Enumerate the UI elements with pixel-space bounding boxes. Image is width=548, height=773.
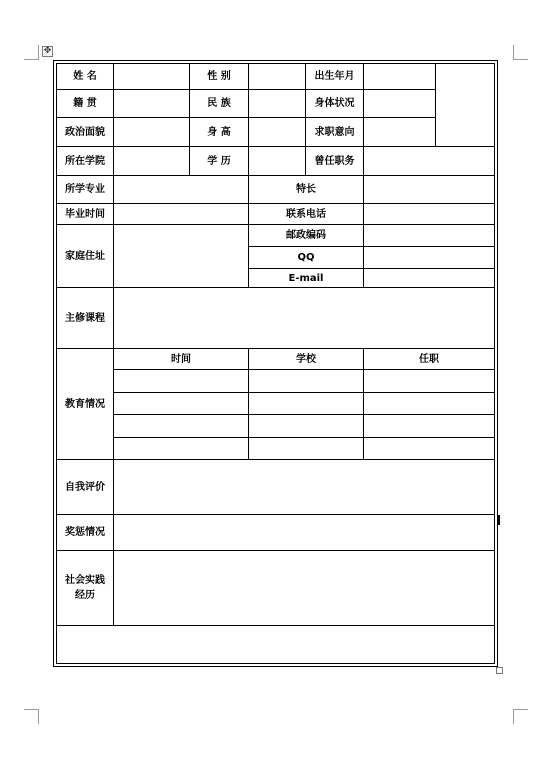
education-history-label: 教育情况 (65, 398, 105, 410)
gender-label: 性 别 (207, 71, 231, 82)
major-field[interactable] (114, 176, 248, 203)
edu-school-header: 学校 (296, 353, 316, 365)
table-resize-handle[interactable] (496, 667, 503, 674)
school-field[interactable] (114, 147, 189, 175)
birth-field[interactable] (364, 64, 435, 89)
gender-field[interactable] (249, 64, 305, 89)
education-history-rows[interactable] (114, 370, 494, 459)
job-intent-label: 求职意向 (314, 126, 355, 138)
political-status-field[interactable] (114, 118, 189, 146)
ethnicity-field[interactable] (249, 90, 305, 117)
specialty-field[interactable] (364, 176, 494, 203)
qq-field[interactable] (364, 247, 494, 268)
email-label: E-mail (288, 272, 324, 284)
social-practice-field[interactable] (114, 551, 494, 625)
page-corner-bottom-right (513, 709, 528, 724)
text-cursor (498, 515, 500, 525)
education-field[interactable] (249, 147, 305, 175)
native-place-label: 籍 贯 (73, 98, 97, 109)
former-post-field[interactable] (364, 147, 494, 175)
page-corner-top-right (513, 45, 528, 60)
ethnicity-label: 民 族 (207, 98, 231, 109)
edu-time-header: 时间 (171, 353, 191, 365)
awards-field[interactable] (114, 515, 494, 550)
graduation-time-field[interactable] (114, 204, 248, 224)
native-place-field[interactable] (114, 90, 189, 117)
footer-blank-row[interactable] (57, 626, 494, 663)
edu-post-header: 任职 (419, 353, 439, 365)
phone-field[interactable] (364, 204, 494, 224)
height-field[interactable] (249, 118, 305, 146)
major-label: 所学专业 (65, 184, 105, 195)
health-label: 身体状况 (314, 98, 355, 109)
birth-label: 出生年月 (314, 71, 355, 82)
school-label: 所在学院 (65, 155, 105, 167)
qq-label: QQ (297, 252, 315, 263)
courses-field[interactable] (114, 288, 494, 348)
phone-label: 联系电话 (286, 208, 326, 220)
courses-label: 主修课程 (65, 312, 105, 324)
political-status-label: 政治面貌 (65, 126, 105, 138)
page-corner-bottom-left (24, 709, 39, 724)
self-evaluation-field[interactable] (114, 460, 494, 514)
health-field[interactable] (364, 90, 435, 117)
height-label: 身 高 (207, 126, 231, 138)
awards-label: 奖惩情况 (65, 527, 105, 538)
self-evaluation-label: 自我评价 (65, 481, 105, 493)
graduation-time-label: 毕业时间 (65, 208, 105, 220)
job-intent-field[interactable] (364, 118, 435, 146)
page-corner-top-left (24, 45, 39, 60)
address-field[interactable] (114, 225, 248, 287)
specialty-label: 特长 (296, 184, 316, 195)
former-post-label: 曾任职务 (314, 155, 355, 167)
table-move-icon[interactable]: ✥ (43, 46, 52, 56)
address-label: 家庭住址 (65, 250, 105, 262)
name-label: 姓 名 (73, 71, 97, 82)
education-label: 学 历 (207, 155, 231, 167)
social-practice-label: 社会实践 经历 (65, 575, 105, 601)
photo-field[interactable] (436, 64, 494, 146)
postcode-label: 邮政编码 (286, 230, 326, 241)
postcode-field[interactable] (364, 225, 494, 246)
name-field[interactable] (114, 64, 189, 89)
email-field[interactable] (364, 269, 494, 287)
